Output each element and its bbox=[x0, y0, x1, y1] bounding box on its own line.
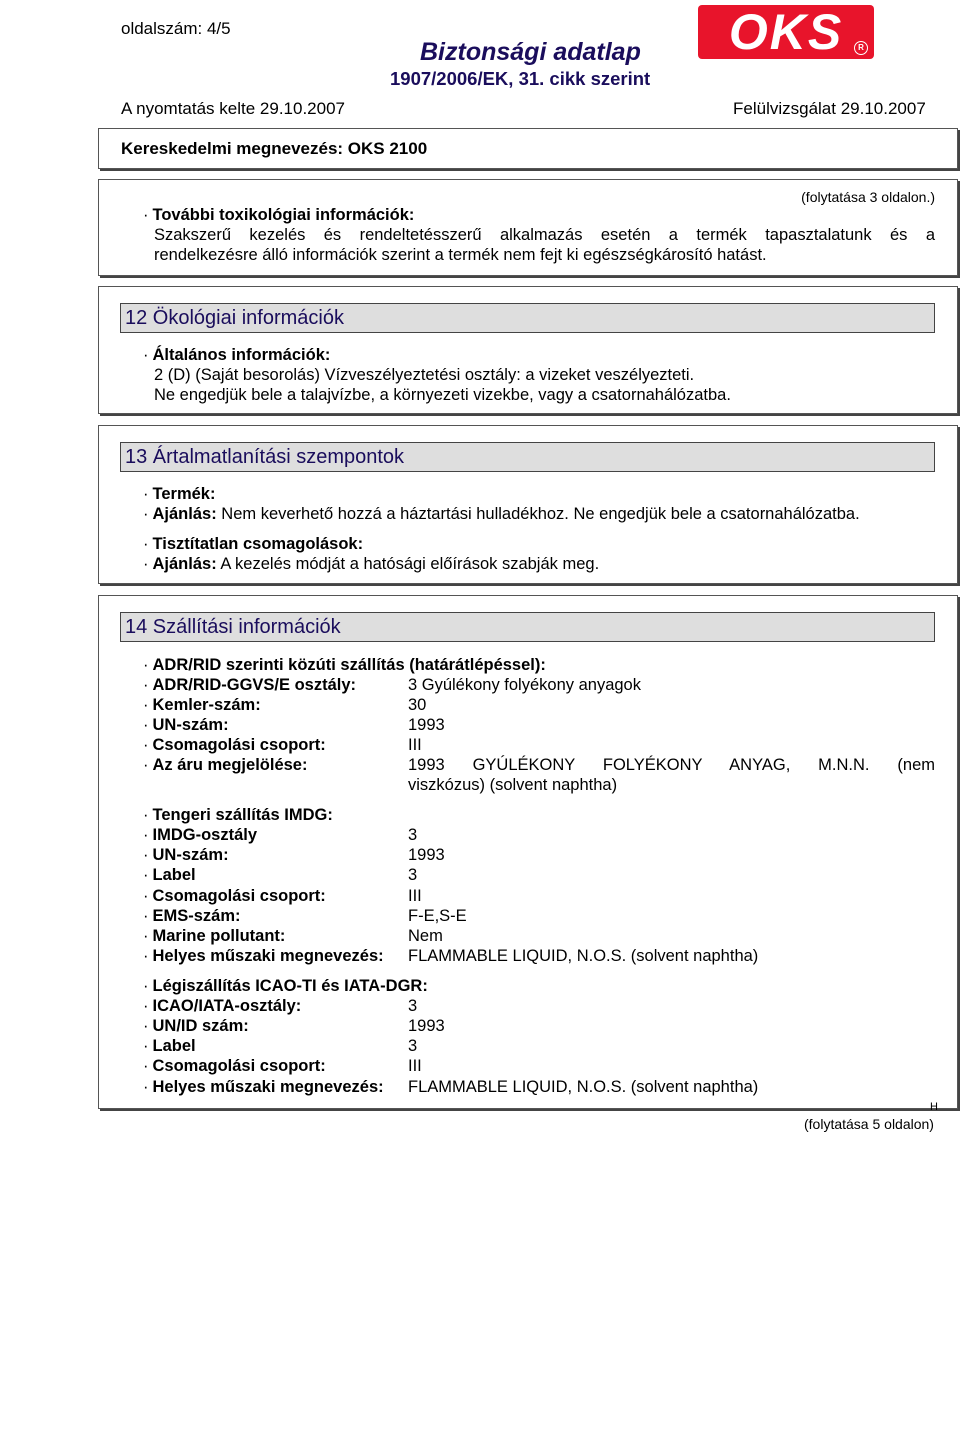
footer-marker: H bbox=[930, 1101, 938, 1113]
bullet: · bbox=[143, 846, 149, 864]
icao-row bbox=[143, 996, 301, 1016]
adr-row-value: 30 bbox=[408, 696, 427, 714]
icao-row-value: 3 bbox=[408, 997, 418, 1015]
imdg-row bbox=[143, 926, 285, 946]
adr-row-value-cont: viszkózus) (solvent naphtha) bbox=[408, 776, 618, 794]
adr-row bbox=[143, 735, 326, 755]
imdg-row-value: 1993 bbox=[408, 846, 445, 864]
toxicology-label: További toxikológiai információk: bbox=[152, 206, 415, 224]
toxicology-text-2: rendelkezésre álló információk szerint a termék nem fejt ki egészségkárosító hatást. bbox=[154, 246, 767, 264]
imdg-row-value: III bbox=[408, 887, 422, 905]
imdg-row-label: UN-szám: bbox=[152, 846, 229, 864]
adr-row-label: Az áru megjelölése: bbox=[152, 756, 308, 774]
bullet: · bbox=[143, 346, 149, 364]
bullet: · bbox=[143, 1078, 149, 1096]
bullet: · bbox=[143, 997, 149, 1015]
icao-heading: Légiszállítás ICAO-TI és IATA-DGR: bbox=[152, 977, 428, 995]
imdg-row-label: EMS-szám: bbox=[152, 907, 241, 925]
recommendation-1-label: Ajánlás: bbox=[152, 505, 217, 523]
adr-row-label: ADR/RID-GGVS/E osztály: bbox=[152, 676, 357, 694]
imdg-row-label: IMDG-osztály bbox=[152, 826, 258, 844]
bullet: · bbox=[143, 485, 149, 503]
icao-row bbox=[143, 1036, 196, 1056]
section-13 bbox=[98, 425, 958, 584]
icao-row-label: Helyes műszaki megnevezés: bbox=[152, 1078, 384, 1096]
icao-row-value: FLAMMABLE LIQUID, N.O.S. (solvent naphtha) bbox=[408, 1078, 759, 1096]
icao-heading-line bbox=[143, 976, 428, 996]
imdg-row bbox=[143, 865, 196, 885]
logo-text: OKS bbox=[728, 5, 844, 59]
adr-row-label: Csomagolási csoport: bbox=[152, 736, 326, 754]
product-line bbox=[143, 484, 215, 504]
imdg-heading: Tengeri szállítás IMDG: bbox=[152, 806, 333, 824]
section-14-title: 14 Szállítási információk bbox=[120, 612, 935, 642]
imdg-heading-line bbox=[143, 805, 333, 825]
imdg-row-value: F-E,S-E bbox=[408, 907, 467, 925]
bullet: · bbox=[143, 716, 149, 734]
bullet: · bbox=[143, 887, 149, 905]
bullet: · bbox=[143, 756, 149, 774]
toxicology-label-line bbox=[143, 205, 414, 225]
adr-heading-line bbox=[143, 655, 546, 675]
icao-row-label: UN/ID szám: bbox=[152, 1017, 249, 1035]
imdg-row-label: Helyes műszaki megnevezés: bbox=[152, 947, 384, 965]
print-date: A nyomtatás kelte 29.10.2007 bbox=[121, 99, 345, 118]
toxicology-text-1: Szakszerű kezelés és rendeltetésszerű alkalmazás esetén a termék tapasztalatunk és a bbox=[154, 226, 935, 244]
adr-row bbox=[143, 695, 261, 715]
bullet: · bbox=[143, 806, 149, 824]
recommendation-1-text: Nem keverhető hozzá a háztartási hulladékhoz. Ne engedjük bele a csatornahálózatba. bbox=[221, 505, 860, 523]
adr-row-value: III bbox=[408, 736, 422, 754]
imdg-row-value: FLAMMABLE LIQUID, N.O.S. (solvent naphtha) bbox=[408, 947, 759, 965]
continued-from: (folytatása 3 oldalon.) bbox=[801, 189, 935, 205]
imdg-row-label: Csomagolási csoport: bbox=[152, 887, 326, 905]
adr-row bbox=[143, 675, 356, 695]
section-14 bbox=[98, 595, 958, 1109]
imdg-row-value: 3 bbox=[408, 826, 418, 844]
registered-mark-icon: R bbox=[854, 41, 868, 55]
bullet: · bbox=[143, 927, 149, 945]
icao-row-label: Csomagolási csoport: bbox=[152, 1057, 326, 1075]
recommendation-2-text: A kezelés módját a hatósági előírások szabják meg. bbox=[220, 555, 600, 573]
bullet: · bbox=[143, 505, 149, 523]
bullet: · bbox=[143, 1017, 149, 1035]
continued-to: (folytatása 5 oldalon) bbox=[804, 1116, 934, 1132]
icao-row bbox=[143, 1077, 384, 1097]
document-subtitle: 1907/2006/EK, 31. cikk szerint bbox=[390, 68, 651, 89]
imdg-row-value: 3 bbox=[408, 866, 418, 884]
icao-row bbox=[143, 1056, 326, 1076]
imdg-row-value: Nem bbox=[408, 927, 443, 945]
imdg-row-label: Label bbox=[152, 866, 196, 884]
trade-name: Kereskedelmi megnevezés: OKS 2100 bbox=[121, 139, 428, 158]
imdg-row bbox=[143, 946, 384, 966]
document-title: Biztonsági adatlap bbox=[420, 38, 641, 66]
imdg-row bbox=[143, 906, 241, 926]
adr-heading: ADR/RID szerinti közúti szállítás (határátlépéssel): bbox=[152, 656, 546, 674]
recommendation-2-label: Ajánlás: bbox=[152, 555, 217, 573]
adr-row-value: 1993 bbox=[408, 716, 445, 734]
bullet: · bbox=[143, 977, 149, 995]
bullet: · bbox=[143, 866, 149, 884]
adr-row-label: Kemler-szám: bbox=[152, 696, 261, 714]
imdg-row-label: Marine pollutant: bbox=[152, 927, 286, 945]
icao-row bbox=[143, 1016, 249, 1036]
adr-row-value: 3 Gyúlékony folyékony anyagok bbox=[408, 676, 641, 694]
recommendation-2 bbox=[143, 554, 599, 574]
bullet: · bbox=[143, 676, 149, 694]
imdg-row bbox=[143, 845, 229, 865]
bullet: · bbox=[143, 656, 149, 674]
water-hazard-text: 2 (D) (Saját besorolás) Vízveszélyeztetési osztály: a vizeket veszélyezteti. bbox=[154, 366, 695, 384]
environment-text: Ne engedjük bele a talajvízbe, a környezeti vizekbe, vagy a csatornahálózatba. bbox=[154, 386, 731, 404]
icao-row-value: 3 bbox=[408, 1037, 418, 1055]
trade-name-box bbox=[98, 128, 958, 169]
icao-row-value: 1993 bbox=[408, 1017, 445, 1035]
bullet: · bbox=[143, 826, 149, 844]
page-number: oldalszám: 4/5 bbox=[121, 19, 231, 38]
section-13-title: 13 Ártalmatlanítási szempontok bbox=[120, 442, 935, 472]
bullet: · bbox=[143, 1057, 149, 1075]
adr-row-label: UN-szám: bbox=[152, 716, 229, 734]
adr-row-value: 1993 GYÚLÉKONY FOLYÉKONY ANYAG, M.N.N. (nem bbox=[408, 756, 935, 774]
general-info-line bbox=[143, 345, 330, 365]
bullet: · bbox=[143, 907, 149, 925]
bullet: · bbox=[143, 736, 149, 754]
bullet: · bbox=[143, 1037, 149, 1055]
recommendation-1 bbox=[143, 504, 860, 524]
section-12-title: 12 Ökológiai információk bbox=[120, 303, 935, 333]
icao-row-label: Label bbox=[152, 1037, 196, 1055]
bullet: · bbox=[143, 535, 149, 553]
bullet: · bbox=[143, 947, 149, 965]
bullet: · bbox=[143, 555, 149, 573]
adr-row bbox=[143, 715, 229, 735]
bullet: · bbox=[143, 696, 149, 714]
toxicology-box bbox=[98, 179, 958, 276]
product-label: Termék: bbox=[152, 485, 216, 503]
general-info-label: Általános információk: bbox=[152, 346, 331, 364]
revision-date: Felülvizsgálat 29.10.2007 bbox=[733, 99, 926, 118]
imdg-row bbox=[143, 886, 326, 906]
adr-row bbox=[143, 755, 307, 775]
icao-row-value: III bbox=[408, 1057, 422, 1075]
icao-row-label: ICAO/IATA-osztály: bbox=[152, 997, 302, 1015]
packaging-label: Tisztítatlan csomagolások: bbox=[152, 535, 364, 553]
oks-logo bbox=[698, 5, 874, 59]
imdg-row bbox=[143, 825, 257, 845]
packaging-line bbox=[143, 534, 363, 554]
section-12 bbox=[98, 286, 958, 414]
bullet: · bbox=[143, 206, 149, 224]
